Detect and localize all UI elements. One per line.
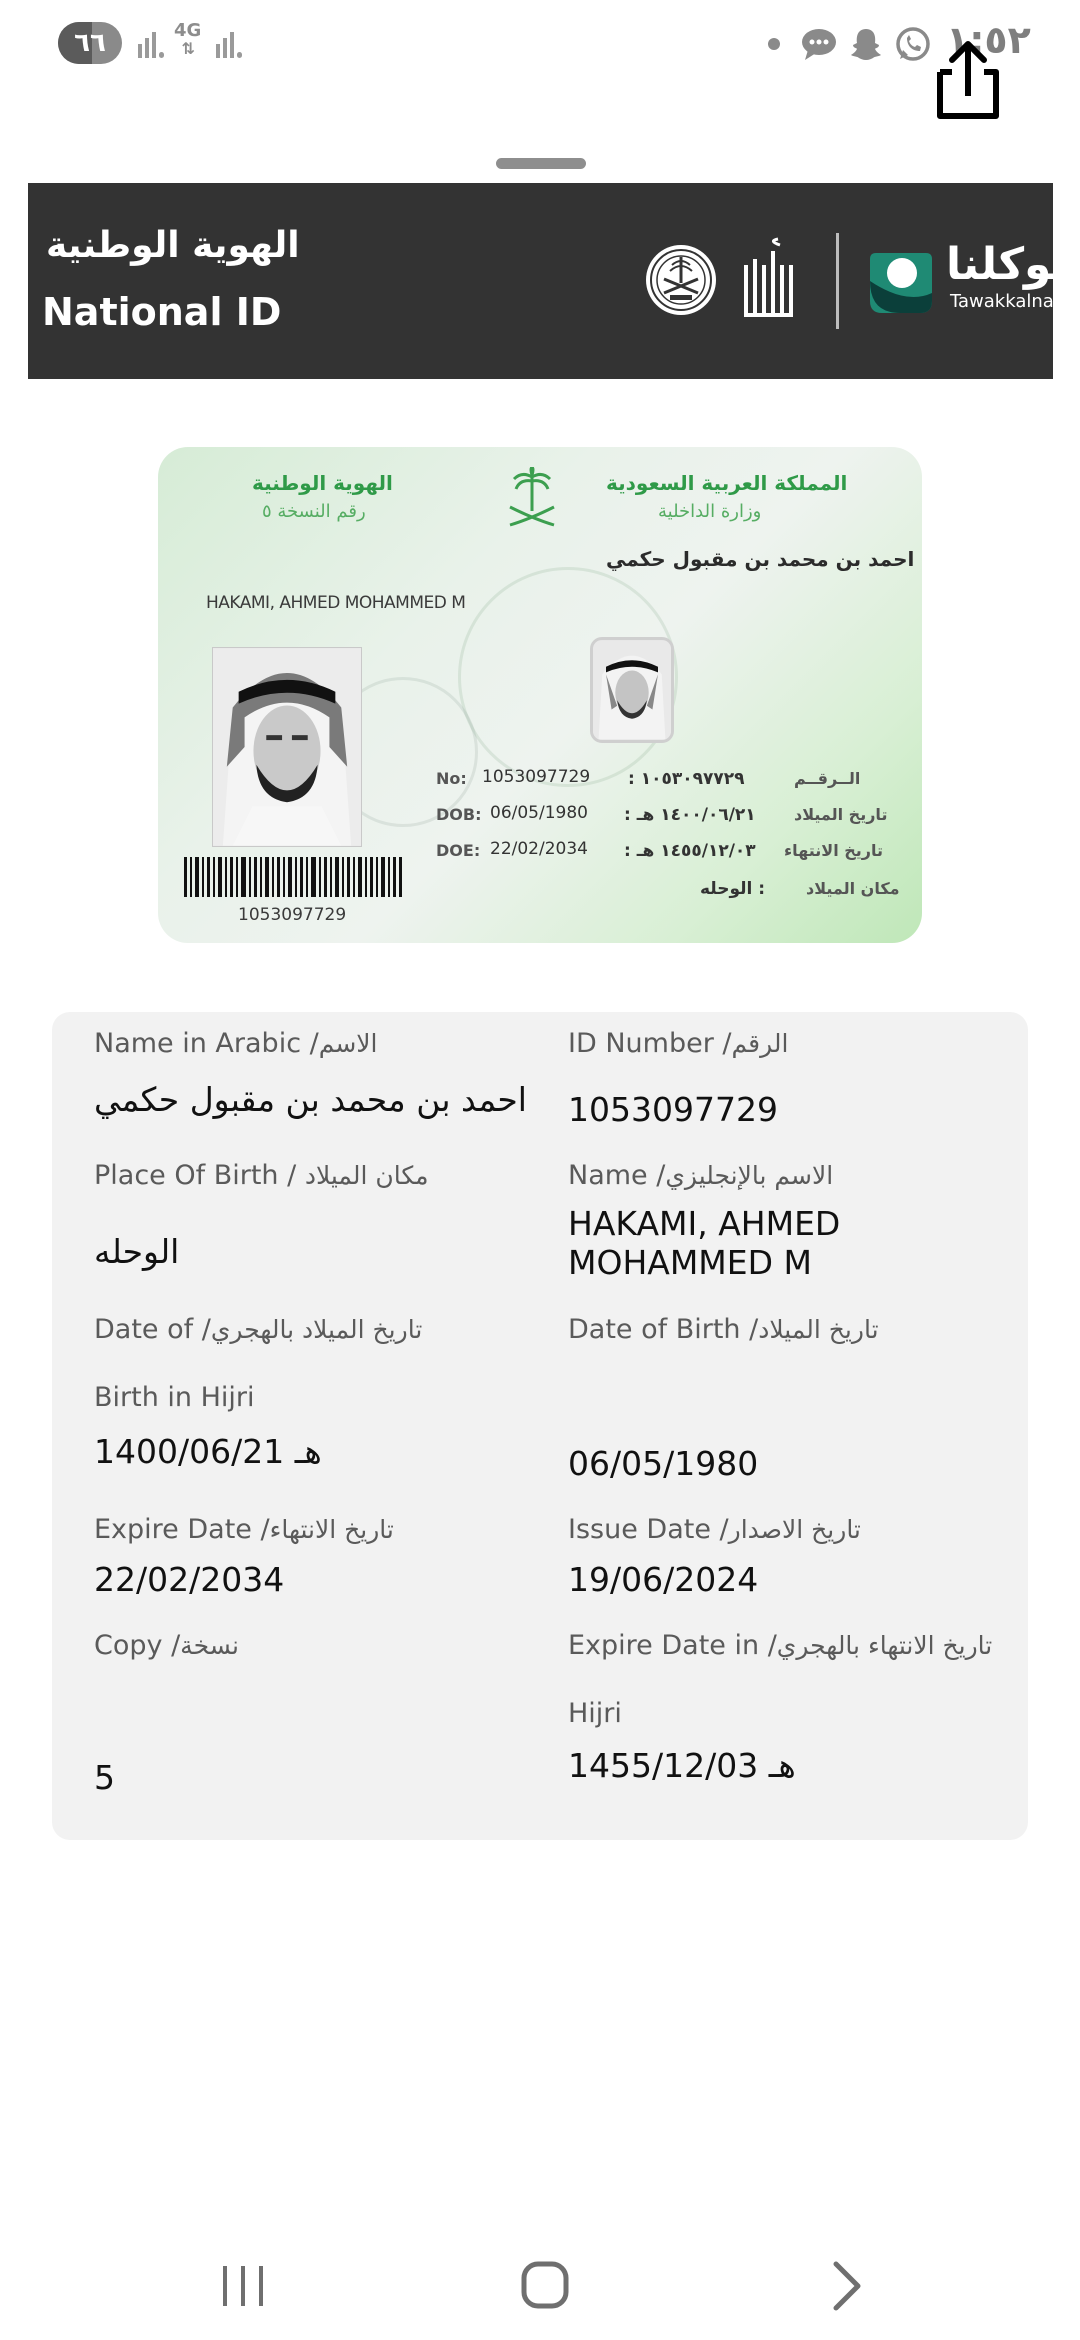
tawakkalna-wordmark-arabic: توكلنا [946, 239, 1069, 290]
snapchat-icon [848, 26, 884, 62]
expire-hijri-label-line2: Hijri [568, 1698, 622, 1729]
home-icon [524, 2264, 566, 2306]
card-no-value: 1053097729 [482, 767, 591, 787]
expire-hijri-label: Expire Date in /تاريخ الانتهاء بالهجري [568, 1630, 993, 1661]
card-name-english: HAKAMI, AHMED MOHAMMED M [206, 593, 466, 613]
card-doe-label: DOE: [436, 841, 481, 860]
header-banner [28, 183, 1069, 379]
issue-date-label: Issue Date /تاريخ الاصدار [568, 1514, 861, 1545]
home-button[interactable] [500, 2252, 590, 2316]
battery-indicator: ٦٦ [58, 22, 122, 64]
system-navigation-bar [0, 2230, 1080, 2340]
share-icon [940, 44, 996, 116]
whatsapp-icon [894, 26, 932, 64]
card-ar-number-label: الــرقــم [794, 769, 861, 788]
place-of-birth-label: Place Of Birth / مكان الميلاد [94, 1160, 429, 1191]
header-divider [836, 233, 839, 329]
recents-icon [223, 2266, 263, 2306]
portrait-photo [212, 647, 362, 847]
name-arabic-label: Name in Arabic /الاسم [94, 1028, 378, 1059]
place-of-birth-value: الوحله [94, 1232, 180, 1271]
id-number-value: 1053097729 [568, 1090, 778, 1129]
expire-date-label: Expire Date /تاريخ الانتهاء [94, 1514, 394, 1545]
card-ar-number-value: ١٠٥٣٠٩٧٧٢٩ : [628, 769, 745, 789]
name-arabic-value: احمد بن محمد بن مقبول حكمي [94, 1080, 527, 1119]
palm-swords-emblem-icon [500, 467, 564, 533]
card-ar-dob-value: ١٤٠٠/٠٦/٢١ هـ : [624, 805, 756, 825]
dob-hijri-label: Date of /تاريخ الميلاد بالهجري [94, 1314, 423, 1345]
card-name-arabic: احمد بن محمد بن مقبول حكمي [606, 547, 915, 571]
signal-icon [138, 28, 164, 58]
card-kingdom-name: المملكة العربية السعودية [606, 471, 848, 495]
tawakkalna-wordmark: Tawakkalna [950, 291, 1054, 312]
recents-button[interactable] [198, 2252, 288, 2316]
id-number-label: ID Number /الرقم [568, 1028, 789, 1059]
absher-logo-icon [740, 235, 802, 325]
dob-label: Date of Birth /تاريخ الميلاد [568, 1314, 879, 1345]
barcode-image [184, 857, 404, 905]
network-type: 4G ⇅ [174, 20, 202, 58]
ghost-portrait-photo [590, 637, 674, 743]
dob-hijri-value: هـ 1400/06/21 [94, 1432, 322, 1471]
card-dob-label: DOB: [436, 805, 482, 824]
barcode-number: 1053097729 [238, 905, 347, 925]
dob-value: 06/05/1980 [568, 1444, 759, 1483]
card-ministry-name: وزارة الداخلية [658, 501, 762, 522]
expire-hijri-value: هـ 1455/12/03 [568, 1746, 796, 1785]
notification-dot-icon [768, 38, 780, 50]
tawakkalna-logo-icon [866, 243, 936, 317]
dob-hijri-label-line2: Birth in Hijri [94, 1382, 255, 1413]
card-ar-dob-label: تاريخ الميلاد [794, 805, 888, 824]
back-button[interactable] [802, 2252, 892, 2316]
sheet-drag-handle[interactable] [496, 158, 586, 169]
clock: ١:٥٢ [946, 18, 1031, 62]
card-dob-value: 06/05/1980 [490, 803, 588, 823]
copy-label: Copy /نسخة [94, 1630, 239, 1661]
card-no-label: No: [436, 769, 467, 788]
back-icon [836, 2264, 858, 2308]
card-doe-value: 22/02/2034 [490, 839, 588, 859]
name-english-label: Name /الاسم بالإنجليزي [568, 1160, 834, 1191]
card-ar-pob-value: : الوحله [700, 879, 766, 899]
name-english-value: HAKAMI, AHMED MOHAMMED M [568, 1204, 841, 1282]
signal-icon-2 [216, 28, 242, 58]
page-title-arabic: الهوية الوطنية [46, 225, 300, 266]
status-bar [0, 0, 1080, 90]
issue-date-value: 19/06/2024 [568, 1560, 759, 1599]
share-button[interactable] [932, 38, 1004, 128]
details-panel [52, 1012, 1028, 1840]
card-ar-doe-value: ١٤٥٥/١٢/٠٣ هـ : [624, 841, 756, 861]
saudi-emblem-icon [644, 243, 718, 317]
card-ar-pob-label: مكان الميلاد [806, 879, 900, 898]
message-icon [800, 26, 838, 62]
national-id-card-image[interactable] [158, 447, 922, 943]
expire-date-value: 22/02/2034 [94, 1560, 285, 1599]
card-ar-doe-label: تاريخ الانتهاء [784, 841, 884, 860]
card-title-arabic: الهوية الوطنية [252, 471, 393, 495]
card-copy-number: رقم النسخة ٥ [262, 501, 366, 522]
page-title: National ID [42, 290, 282, 334]
copy-value: 5 [94, 1758, 115, 1797]
